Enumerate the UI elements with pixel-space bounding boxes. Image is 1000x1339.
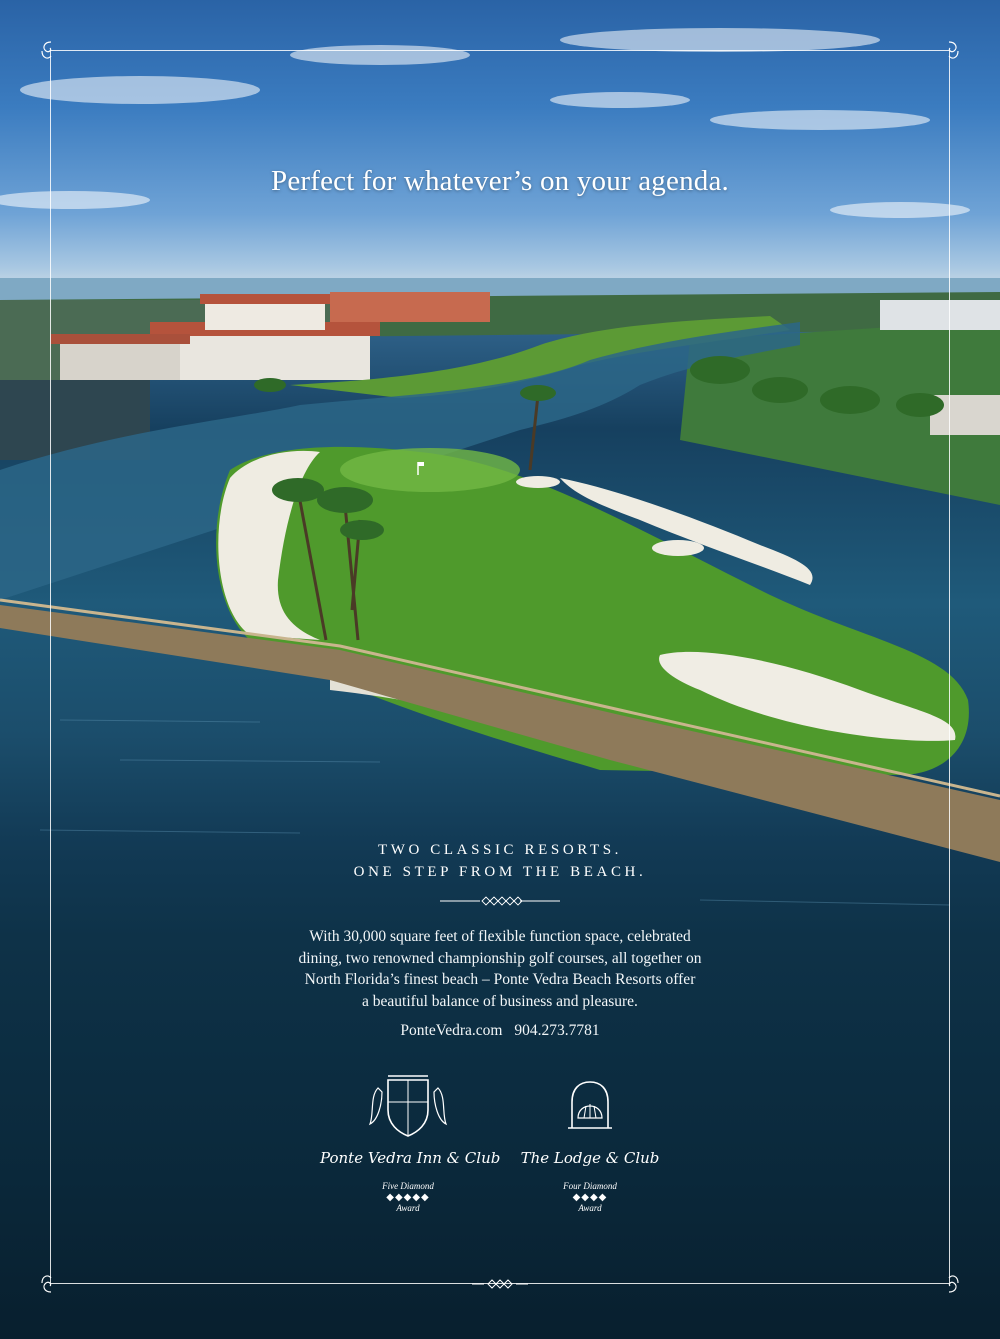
shell-crest-icon [550, 1078, 630, 1140]
award-badge [320, 1181, 496, 1214]
body-line-4: a beautiful balance of business and pleasure. [362, 992, 638, 1010]
bottom-ornament-icon [470, 1278, 530, 1290]
corner-flourish-top-left-icon [40, 40, 62, 62]
tagline-line-2: ONE STEP FROM THE BEACH. [353, 864, 647, 880]
award-title: Five Diamond [382, 1181, 434, 1191]
corner-flourish-bottom-left-icon [40, 1272, 62, 1294]
decorative-border [50, 50, 950, 1284]
logo-name: Ponte Vedra Inn & Club [320, 1149, 501, 1167]
body-copy [250, 926, 750, 1012]
corner-flourish-bottom-right-icon [938, 1272, 960, 1294]
ornamental-divider-icon [440, 896, 560, 906]
award-label: Award [396, 1203, 420, 1213]
logo-the-lodge-and-club [510, 1078, 670, 1214]
corner-flourish-top-right-icon [938, 40, 960, 62]
crest-icon [348, 1074, 468, 1140]
headline: Perfect for whatever’s on your agenda. [271, 165, 729, 197]
body-line-3: North Florida’s finest beach – Ponte Vedra Beach Resorts offer [304, 971, 696, 988]
tagline-line-1: TWO CLASSIC RESORTS. [377, 842, 623, 858]
contact-info [0, 1022, 1000, 1040]
logo-ponte-vedra-inn [320, 1074, 501, 1214]
award-badge [510, 1181, 670, 1214]
body-line-1: With 30,000 square feet of flexible function space, celebrated [309, 928, 691, 945]
diamond-icons: ◆◆◆◆ [572, 1192, 608, 1203]
logo-name: The Lodge & Club [520, 1149, 660, 1167]
diamond-icons: ◆◆◆◆◆ [386, 1192, 430, 1203]
body-line-2: dining, two renowned championship golf courses, all together on [298, 949, 702, 967]
award-title: Four Diamond [563, 1181, 617, 1191]
award-label: Award [578, 1203, 602, 1213]
phone-number[interactable]: 904.273.7781 [514, 1022, 600, 1039]
website-link[interactable]: PonteVedra.com [400, 1022, 503, 1039]
